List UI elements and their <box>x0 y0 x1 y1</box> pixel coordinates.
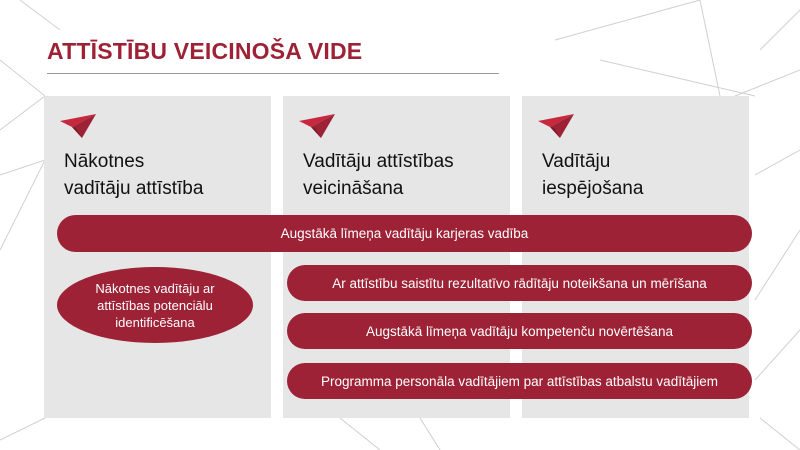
column-title <box>303 148 454 202</box>
oval-potential-identification <box>57 267 253 343</box>
column-title-line: Vadītāju <box>542 151 611 172</box>
bar-results-indicators: Ar attīstību saistītu rezultatīvo rādītāju noteikšana un mērīšana <box>287 265 752 301</box>
paper-plane-icon <box>538 114 574 138</box>
column-title <box>64 148 203 202</box>
oval-text: Nākotnes vadītāju ar attīstības potenciālu identificēšana <box>95 280 215 330</box>
column-title <box>542 148 643 202</box>
slide-title: ATTĪSTĪBU VEICINOŠA VIDE <box>47 38 363 64</box>
column-title-line: veicināšana <box>303 178 404 199</box>
column-title-line: vadītāju attīstība <box>64 178 204 199</box>
column-title-line: Nākotnes <box>64 151 145 172</box>
bar-career-management: Augstākā līmeņa vadītāju karjeras vadība <box>57 215 752 252</box>
bar-competence-assessment: Augstākā līmeņa vadītāju kompetenču novērtēšana <box>287 313 752 349</box>
column-future-leaders <box>44 96 271 418</box>
title-divider <box>47 73 499 74</box>
bar-hr-program: Programma personāla vadītājiem par attīstības atbalstu vadītājiem <box>287 363 752 399</box>
column-title-line: iespējošana <box>542 178 644 199</box>
paper-plane-icon <box>60 114 96 138</box>
paper-plane-icon <box>299 114 335 138</box>
column-title-line: Vadītāju attīstības <box>303 151 454 172</box>
